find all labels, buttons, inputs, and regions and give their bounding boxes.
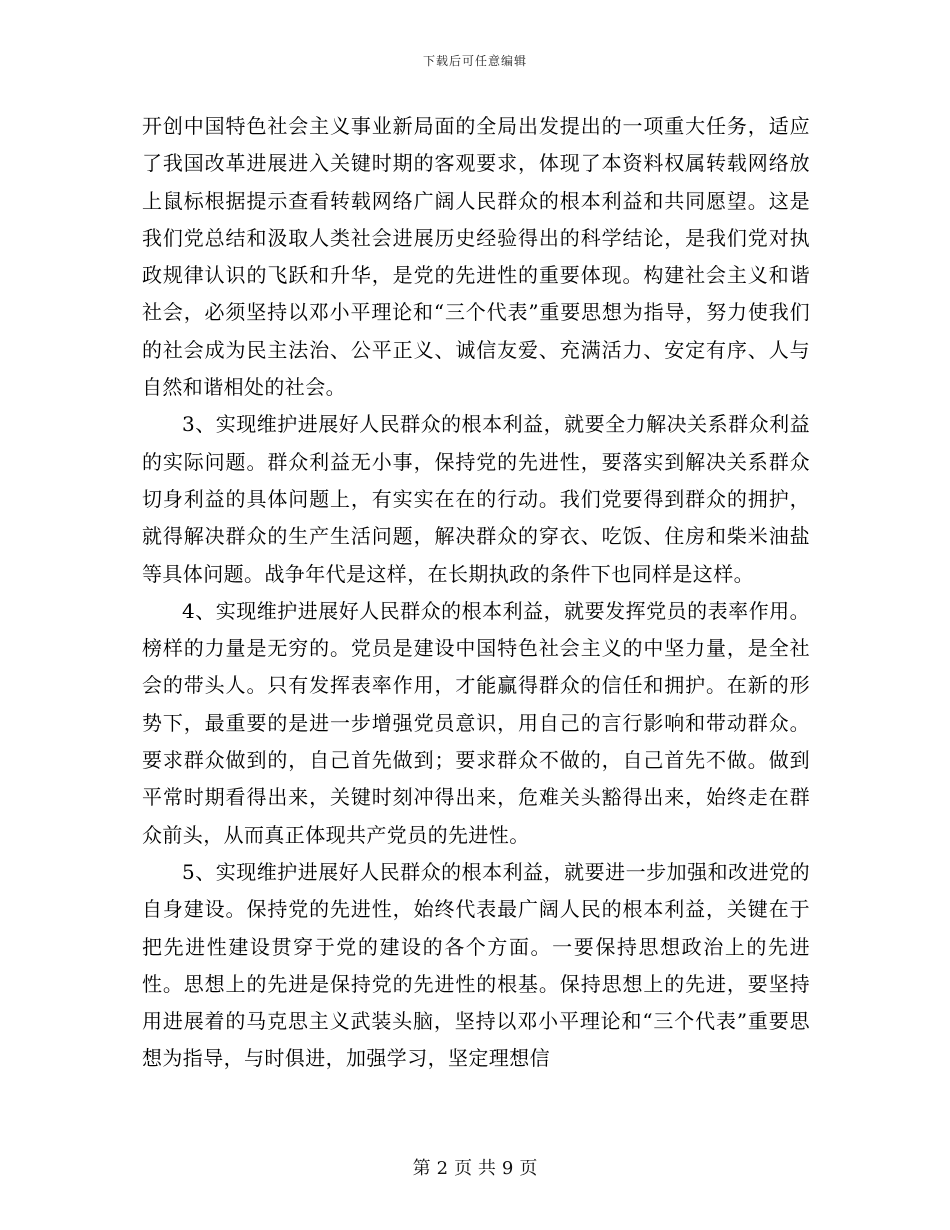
document-body	[142, 108, 810, 1078]
page-current: 2	[436, 1158, 449, 1179]
page-mid: 页 共	[454, 1158, 496, 1179]
header-note: 下载后可任意编辑	[422, 54, 527, 68]
paragraph-continuation: 开创中国特色社会主义事业新局面的全局出发提出的一项重大任务，适应了我国改革进展进入关键时期的客观要求，体现了本资料权属转载网络放上鼠标根据提示查看转载网络广阔人民群众的根本利益和共同愿望。这是我们党总结和汲取人类社会进展历史经验得出的科学结论，是我们党对执政规律认识的飞跃和升华，是党的先进性的重要体现。构建社会主义和谐社会，必须坚持以邓小平理论和“三个代表”重要思想为指导，努力使我们的社会成为民主法治、公平正义、诚信友爱、充满活力、安定有序、人与自然和谐相处的社会。	[142, 114, 810, 400]
page-footer	[0, 1154, 950, 1180]
page-total: 9	[501, 1158, 514, 1179]
page-suffix: 页	[519, 1158, 538, 1179]
paragraph-point-5: 5、实现维护进展好人民群众的根本利益，就要进一步加强和改进党的自身建设。保持党的先进性，始终代表最广阔人民的根本利益，关键在于把先进性建设贯穿于党的建设的各个方面。一要保持思想政治上的先进性。思想上的先进是保持党的先进性的根基。保持思想上的先进，要坚持用进展着的马克思主义武装头脑，坚持以邓小平理论和“三个代表”重要思想为指导，与时俱进，加强学习，坚定理想信	[142, 859, 810, 1071]
paragraph-point-4: 4、实现维护进展好人民群众的根本利益，就要发挥党员的表率作用。榜样的力量是无穷的。党员是建设中国特色社会主义的中坚力量，是全社会的带头人。只有发挥表率作用，才能赢得群众的信任和拥护。在新的形势下，最重要的是进一步增强党员意识，用自己的言行影响和带动群众。要求群众做到的，自己首先做到；要求群众不做的，自己首先不做。做到平常时期看得出来，关键时刻冲得出来，危难关头豁得出来，始终走在群众前头，从而真正体现共产党员的先进性。	[142, 598, 810, 847]
paragraph-point-3: 3、实现维护进展好人民群众的根本利益，就要全力解决关系群众利益的实际问题。群众利益无小事，保持党的先进性，要落实到解决关系群众切身利益的具体问题上，有实实在在的行动。我们党要得到群众的拥护，就得解决群众的生产生活问题，解决群众的穿衣、吃饭、住房和柴米油盐等具体问题。战争年代是这样，在长期执政的条件下也同样是这样。	[142, 412, 810, 586]
page-prefix: 第	[412, 1158, 431, 1179]
